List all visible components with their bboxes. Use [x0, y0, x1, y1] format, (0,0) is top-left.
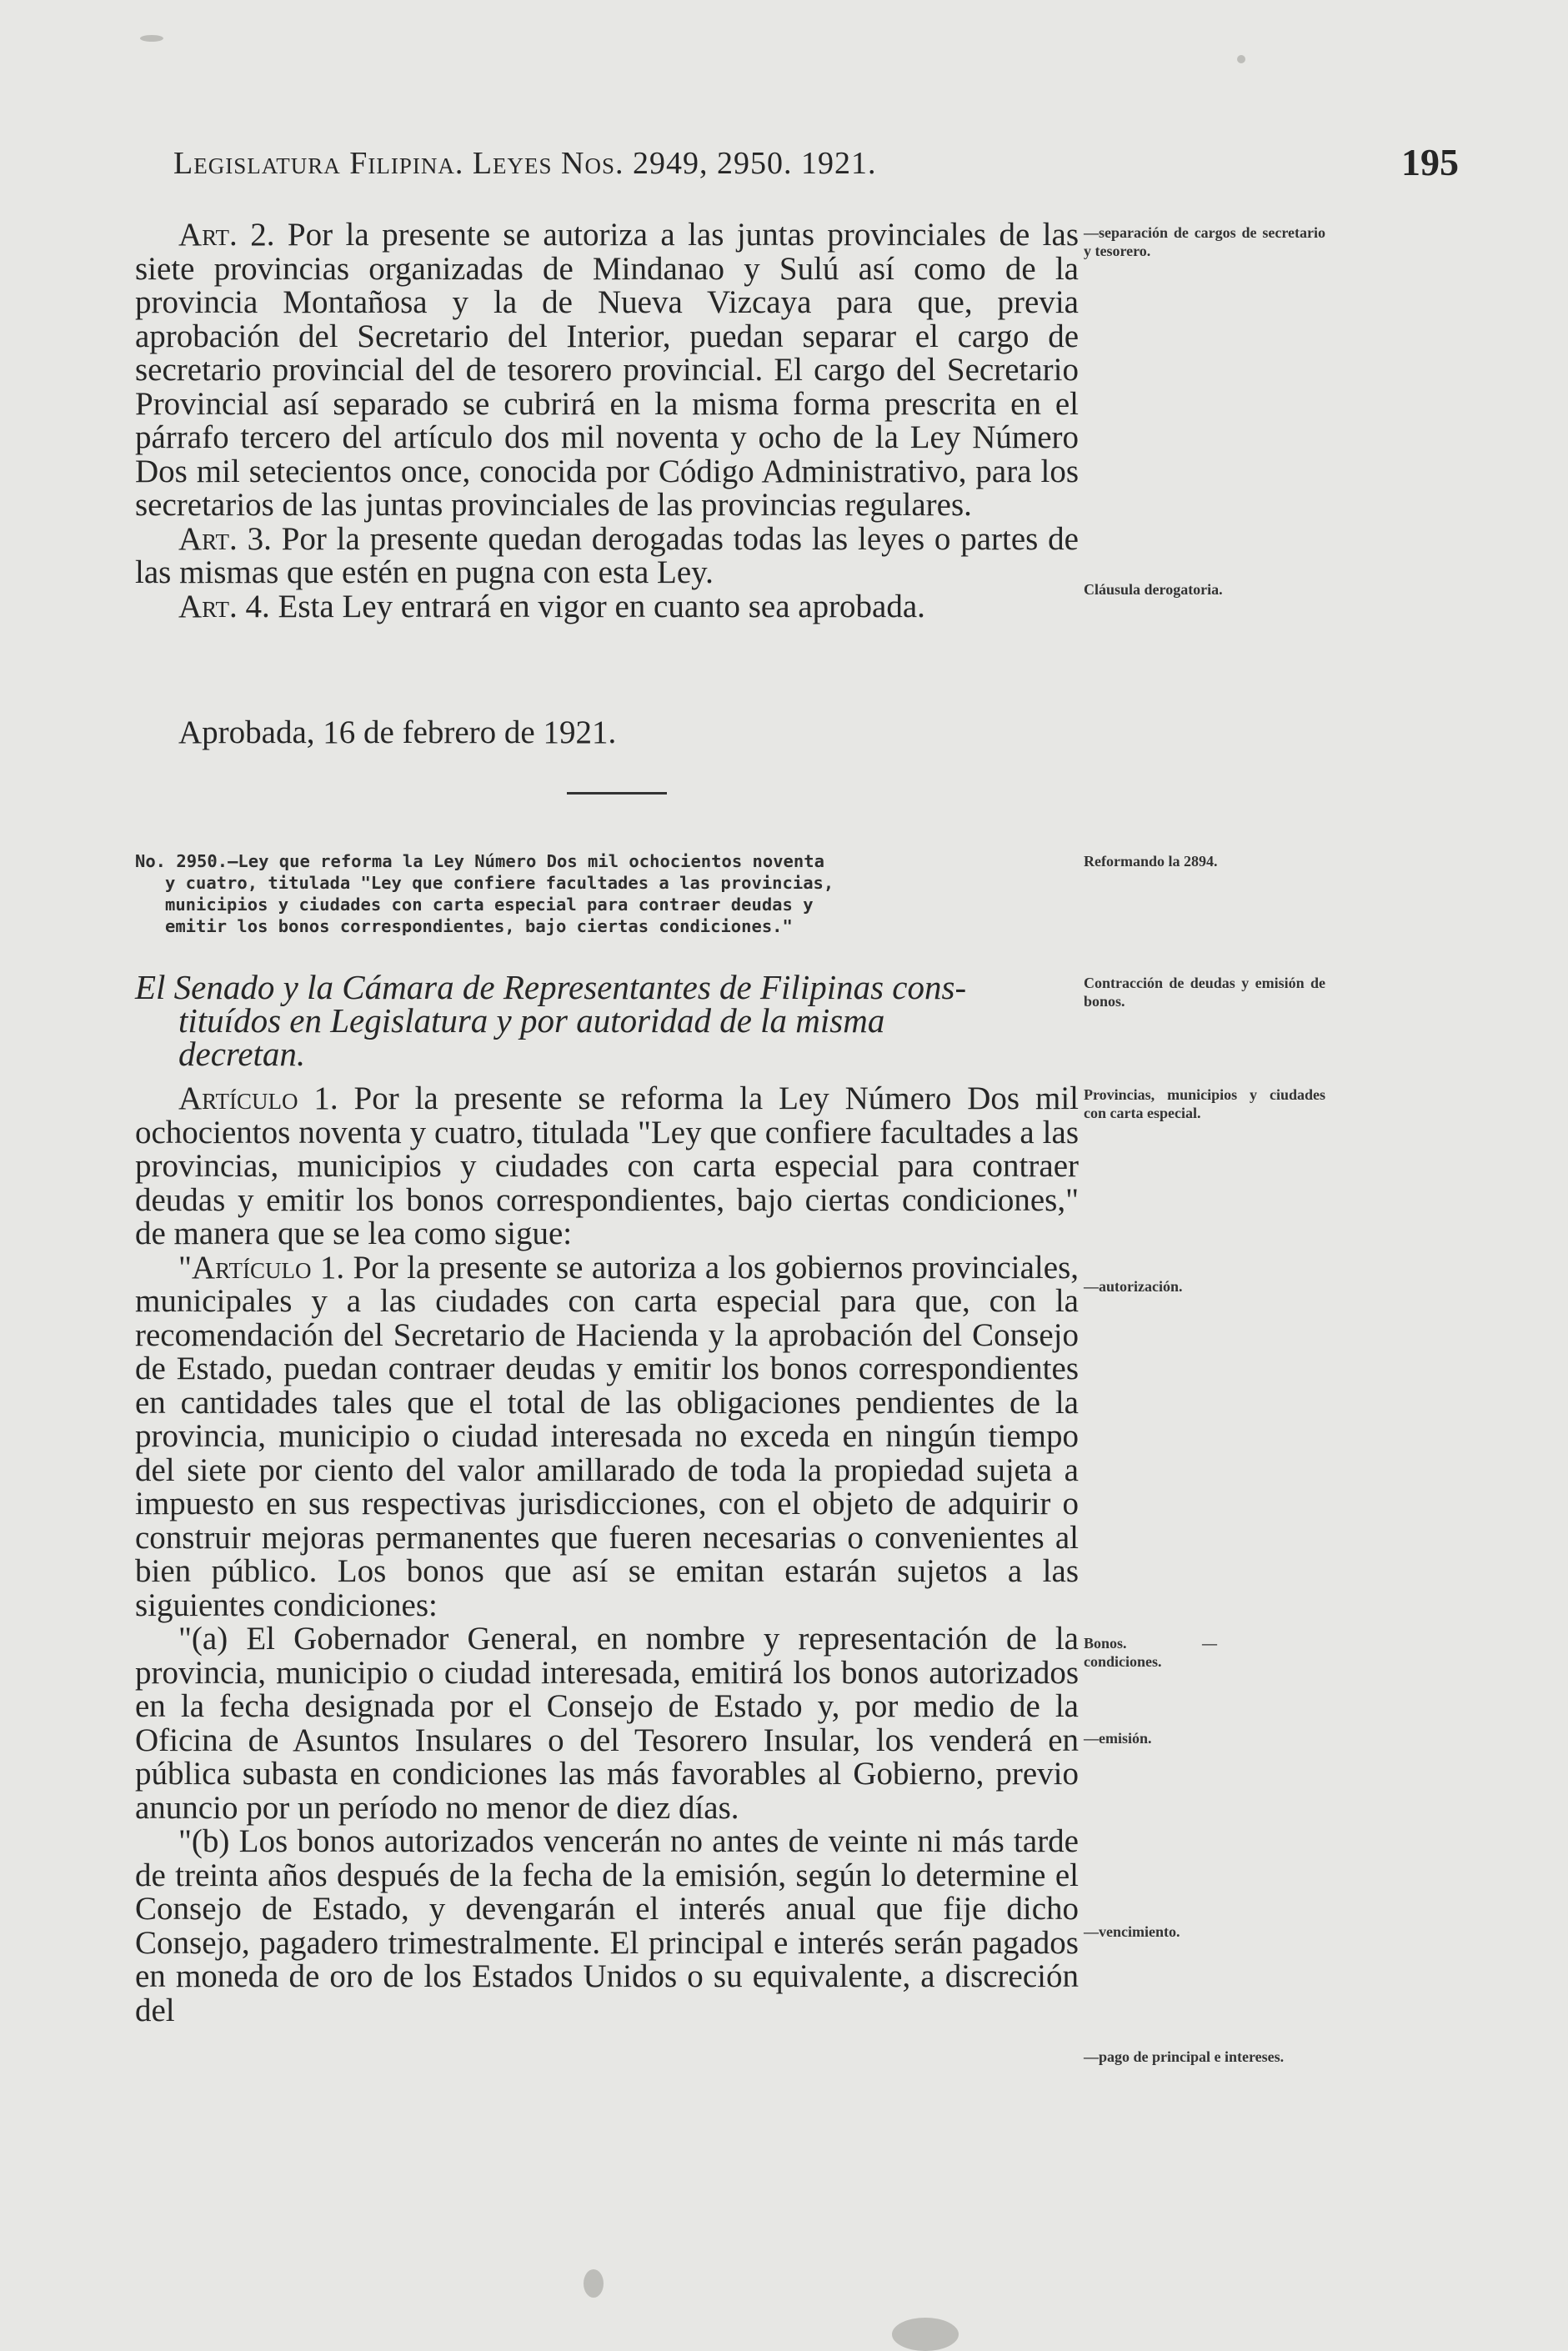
section-divider — [567, 792, 667, 795]
article-text: Esta Ley entrará en vigor en cuanto sea aprobada. — [269, 588, 925, 624]
heading-line: No. 2950.—Ley que reforma la Ley Número Dos mil ochocientos noventa — [135, 851, 824, 871]
page-number: 195 — [1401, 141, 1459, 183]
quoted-article-1 — [135, 1251, 1079, 1623]
margin-note-provincias: Provincias, municipios y ciudades con carta especial. — [1084, 1086, 1325, 1121]
scan-mark — [1237, 55, 1245, 63]
enacting-line: El Senado y la Cámara de Representantes de Filipinas cons- — [135, 968, 967, 1006]
margin-note-clausula: Cláusula derogatoria. — [1084, 581, 1223, 598]
article-text: Por la presente se autoriza a los gobiernos provinciales, municipales y a las ciudades con carta especial para que, con la recomendación del Secretario de Hacienda y la aprobación del Consejo de Estado, puedan contraer deudas y emitir los bonos correspondientes en cantidades tales que el total de las obligaciones pendientes de la provincia, municipio o ciudad interesada no exceda en ningún tiempo del siete por ciento del valor amillarado de toda la propiedad sujeta a impuesto en sus respectivas jurisdicciones, con el objeto de adquirir o construir mejoras permanentes que fueren necesarias o convenientes al bien público. Los bonos que así se emitan estarán sujetos a las siguientes condiciones: — [135, 1249, 1079, 1623]
law-2950-heading — [135, 850, 1079, 937]
article-3 — [135, 520, 1079, 590]
running-head — [173, 141, 1459, 187]
paragraph-text: El Gobernador General, en nombre y representación de la provincia, municipio o ciudad interesada, emitirá los bonos autorizados en la fecha designada por el Consejo de Estado y, por medio de la Oficina de Asuntos Insulares o del Tesorero Insular, los venderá en pública subasta en condiciones las más favorables al Gobierno, previo anuncio por un período no menor de diez días. — [135, 1621, 1079, 1826]
article-text: Por la presente se autoriza a las juntas provinciales de las siete provincias organizadas de Mindanao y Sulú así como de la provincia Montañosa y la de Nueva Vizcaya para que, previa aprobación del Secretario del Interior, puedan separar el cargo de secretario provincial del de tesorero provincial. El cargo del Secretario Provincial así separado se cubrirá en la misma forma prescrita en el párrafo tercero del artículo dos mil noventa y ocho de la Ley Número Dos mil setecientos once, conocida por Código Administrativo, para los secretarios de las juntas provinciales de las provincias regulares. — [135, 217, 1080, 523]
margin-note-emision: —emisión. — [1084, 1730, 1152, 1747]
paragraph-a — [135, 1622, 1079, 1825]
margin-note-vencimiento: —vencimiento. — [1084, 1923, 1180, 1940]
heading-line: municipios y ciudades con carta especial para contraer deudas y — [165, 895, 814, 915]
article-4 — [135, 590, 1079, 624]
enacting-clause — [135, 968, 1079, 1073]
article-label: Artículo 1. — [178, 1080, 338, 1116]
margin-note-bonos-condiciones: Bonos. —condiciones. — [1084, 1635, 1217, 1670]
margin-note-separacion: —separación de cargos de secretario y tesorero. — [1084, 224, 1325, 259]
heading-line: y cuatro, titulada "Ley que confiere facultades a las provincias, — [165, 873, 834, 893]
law-2949-body — [135, 218, 1079, 624]
margin-note-contraccion: Contracción de deudas y emisión de bonos. — [1084, 975, 1325, 1010]
enacting-line: decretan. — [178, 1035, 306, 1073]
margin-note-autorizacion: —autorización. — [1084, 1278, 1183, 1295]
margin-note-pago: —pago de principal e intereses. — [1084, 2048, 1285, 2065]
paragraph-label: "(b) — [178, 1823, 230, 1859]
article-label: Art. 3. — [178, 520, 272, 557]
article-1 — [135, 1082, 1079, 1251]
article-text: Por la presente quedan derogadas todas las leyes o partes de las mismas que estén en pugna con esta Ley. — [135, 520, 1079, 590]
paragraph-b — [135, 1825, 1079, 2028]
article-label: Art. 4. — [178, 588, 270, 624]
scan-mark — [140, 35, 163, 42]
paragraph-text: Los bonos autorizados vencerán no antes de veinte ni más tarde de treinta años después de la fecha de la emisión, según lo determine el Consejo de Estado, y devengarán el interés anual que fije dicho Consejo, pagadero trimestralmente. El principal e interés serán pagados en moneda de oro de los Estados Unidos o su equivalente, a discreción del — [135, 1823, 1079, 2028]
paragraph-label: "(a) — [178, 1621, 228, 1657]
scan-mark — [584, 2269, 604, 2298]
article-2 — [135, 218, 1079, 523]
law-2950-body — [135, 1082, 1079, 2028]
enacting-line: tituídos en Legislatura y por autoridad de la misma — [178, 1001, 885, 1040]
scan-mark — [892, 2318, 959, 2351]
article-label: Art. 2. — [178, 217, 275, 253]
running-title: Legislatura Filipina. Leyes Nos. 2949, 2950. 1921. — [173, 146, 877, 181]
article-label: "Artículo 1. — [178, 1249, 345, 1286]
article-text: Por la presente se reforma la Ley Número Dos mil ochocientos noventa y cuatro, titulada "Ley que confiere facultades a las provincias, municipios y ciudades con carta especial para contraer deudas y emitir los bonos correspondientes, bajo ciertas condiciones," de manera que se lea como sigue: — [135, 1080, 1079, 1251]
approval-date: Aprobada, 16 de febrero de 1921. — [178, 714, 617, 750]
heading-line: emitir los bonos correspondientes, bajo ciertas condiciones." — [165, 916, 793, 936]
margin-note-reformando: Reformando la 2894. — [1084, 853, 1218, 870]
